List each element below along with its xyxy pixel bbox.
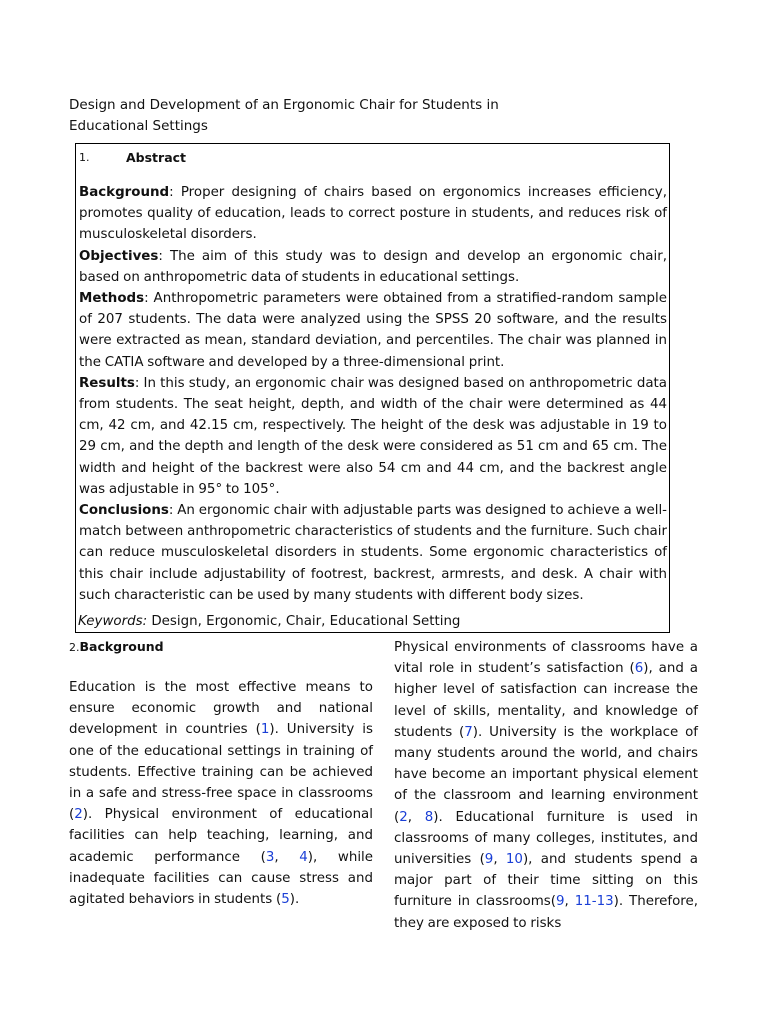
background-label: Background	[79, 185, 170, 200]
section-title: Background	[79, 639, 164, 654]
abstract-box	[75, 143, 670, 633]
citation-link[interactable]: 11-13	[574, 894, 614, 910]
methods-label: Methods	[79, 291, 145, 307]
text-run: ,	[564, 894, 575, 910]
citation-link[interactable]: 5	[281, 892, 290, 908]
text-run: ). Therefore, they are exposed to risks	[394, 894, 699, 931]
abstract-heading	[79, 147, 667, 170]
abstract-conclusions	[79, 500, 667, 606]
text-run: ). Educational furniture is used in classrooms of many colleges, institutes, and universities (	[394, 809, 699, 868]
text-run: ), and a higher level of satisfaction can increase the level of skills, mentality, and knowledge of students (	[394, 661, 698, 740]
methods-text: : Anthropometric parameters were obtained from a stratified-random sample of 207 students. The data were analyzed using the SPSS 20 software, and the results were extracted as mean, standard deviation, and percentiles. The chair was planned in the CATIA software and developed by a three-dimensional print.	[79, 291, 667, 370]
citation-link[interactable]: 2	[399, 809, 408, 825]
paragraph	[394, 637, 698, 934]
citation-link[interactable]: 9	[484, 852, 494, 868]
citation-link[interactable]: 2	[74, 807, 83, 823]
text-run: Education is the most effective means to ensure economic growth and national development in countries (	[69, 680, 373, 738]
abstract-number: 1.	[79, 151, 90, 164]
abstract-keywords	[78, 611, 460, 632]
results-label: Results	[79, 375, 135, 391]
section-heading-background	[69, 637, 369, 658]
citation-link[interactable]: 3	[265, 849, 275, 865]
objectives-label: Objectives	[79, 248, 159, 264]
text-run: ,	[493, 852, 506, 868]
body-column-right	[394, 637, 698, 934]
citation-link[interactable]: 1	[260, 722, 270, 738]
text-run: ), and students spend a major part of their time sitting on this furniture in classrooms(	[394, 852, 698, 910]
document-title-line-1: Design and Development of an Ergonomic Chair for Students in	[69, 97, 499, 113]
document-title	[69, 95, 529, 137]
citation-link[interactable]: 4	[299, 849, 308, 865]
objectives-text: : The aim of this study was to design and develop an ergonomic chair, based on anthropometric data of students in educational settings.	[79, 248, 667, 285]
citation-link[interactable]: 8	[424, 809, 434, 825]
background-text: : Proper designing of chairs based on ergonomics increases efficiency, promotes quality of education, leads to correct posture in students, and reduces risk of musculoskeletal disorders.	[79, 185, 667, 243]
abstract-methods	[79, 288, 667, 373]
text-run: ). University is the workplace of many students around the world, and chairs have become an important physical element of the classroom and learning environment (	[394, 724, 698, 825]
results-text: : In this study, an ergonomic chair was designed based on anthropometric data from students. The seat height, depth, and width of the chair were determined as 44 cm, 42 cm, and 42.15 cm, respectively. The height of the desk was adjustable in 19 to 29 cm, and the depth and length of the desk were considered as 51 cm and 65 cm. The width and height of the backrest were also 54 cm and 44 cm, and the backrest angle was adjustable in 95° to 105°.	[79, 375, 667, 497]
abstract-results	[79, 373, 667, 500]
text-run: ,	[407, 809, 425, 825]
abstract-objectives	[79, 246, 667, 288]
keywords-label: Keywords:	[78, 614, 148, 629]
document-title-line-2: Educational Settings	[69, 118, 208, 134]
citation-link[interactable]: 9	[556, 894, 565, 910]
abstract-title: Abstract	[126, 150, 187, 165]
citation-link[interactable]: 10	[505, 852, 523, 868]
abstract-background	[79, 182, 667, 246]
paragraph	[69, 677, 373, 910]
body-column-left	[69, 677, 373, 910]
text-run: Physical environments of classrooms have a vital role in student’s satisfaction (	[394, 640, 698, 677]
section-number: 2.	[69, 641, 80, 654]
text-run: ).	[289, 892, 300, 908]
citation-link[interactable]: 6	[634, 661, 644, 677]
citation-link[interactable]: 7	[464, 724, 473, 740]
text-run: ,	[274, 849, 300, 865]
keywords-text: Design, Ergonomic, Chair, Educational Setting	[147, 614, 461, 629]
text-run: ). Physical environment of educational facilities can help teaching, learning, and academic performance (	[69, 807, 373, 865]
conclusions-text: : An ergonomic chair with adjustable parts was designed to achieve a well-match between anthropometric characteristics of students and the furniture. Such chair can reduce musculoskeletal disorders in students. Some ergonomic characteristics of this chair include adjustability of footrest, backrest, armrests, and desk. A chair with such characteristic can be used by many students with different body sizes.	[79, 503, 667, 603]
text-run: ), while inadequate facilities can cause stress and agitated behaviors in students (	[69, 849, 374, 908]
conclusions-label: Conclusions	[79, 503, 169, 519]
text-run: ). University is one of the educational settings in training of students. Effective training can be achieved in a safe and stress-free space in classrooms (	[69, 722, 373, 823]
